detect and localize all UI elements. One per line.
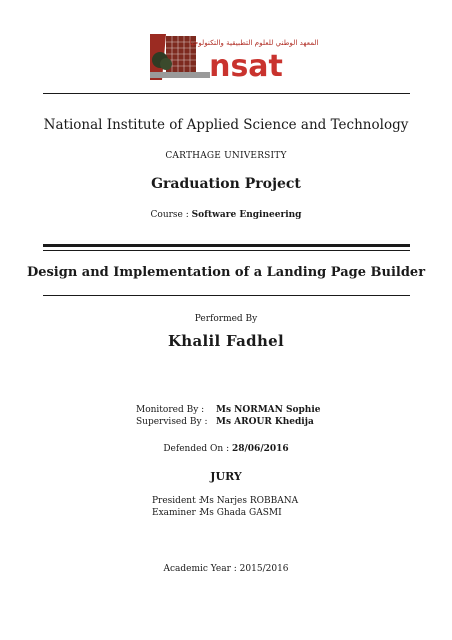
defended-label: Defended On : bbox=[163, 444, 230, 454]
supervised-by-value: Ms AROUR Khedija bbox=[216, 417, 314, 427]
title-thin-divider bbox=[43, 250, 410, 251]
monitored-by-value: Ms NORMAN Sophie bbox=[216, 405, 321, 415]
course-line bbox=[0, 210, 452, 220]
academic-year: Academic Year : 2015/2016 bbox=[163, 564, 289, 574]
examiner-name: Ms Ghada GASMI bbox=[200, 508, 282, 518]
institute-name: National Institute of Applied Science and Technology bbox=[43, 117, 409, 133]
title-bottom-divider bbox=[43, 295, 410, 296]
monitored-by-row bbox=[136, 405, 336, 417]
course-label: Course : bbox=[150, 210, 189, 220]
university-name: CARTHAGE UNIVERSITY bbox=[165, 151, 287, 161]
logo-arabic-text: المعهد الوطني للعلوم التطبيقية والتكنولوجيا bbox=[189, 38, 319, 47]
insat-logo bbox=[150, 30, 319, 84]
supervised-by-label: Supervised By : bbox=[136, 417, 208, 427]
title-thick-divider bbox=[43, 244, 410, 247]
jury-president-row bbox=[152, 496, 352, 508]
supervised-by-row bbox=[136, 417, 336, 429]
president-name: Ms Narjes ROBBANA bbox=[200, 496, 299, 506]
logo-wordmark: nsat bbox=[209, 49, 283, 84]
top-divider bbox=[43, 93, 410, 94]
defended-line bbox=[0, 444, 452, 454]
jury-examiner-row bbox=[152, 508, 352, 520]
author-name: Khalil Fadhel bbox=[167, 332, 285, 350]
examiner-label: Examiner : bbox=[152, 508, 202, 518]
project-type: Graduation Project bbox=[151, 176, 301, 192]
jury-heading: JURY bbox=[210, 470, 242, 483]
president-label: President : bbox=[152, 496, 202, 506]
performed-by-label: Performed By bbox=[194, 314, 258, 324]
course-value: Software Engineering bbox=[191, 210, 302, 220]
monitored-by-label: Monitored By : bbox=[136, 405, 205, 415]
thesis-title: Design and Implementation of a Landing Page Builder bbox=[26, 265, 426, 280]
defended-date: 28/06/2016 bbox=[231, 444, 289, 454]
